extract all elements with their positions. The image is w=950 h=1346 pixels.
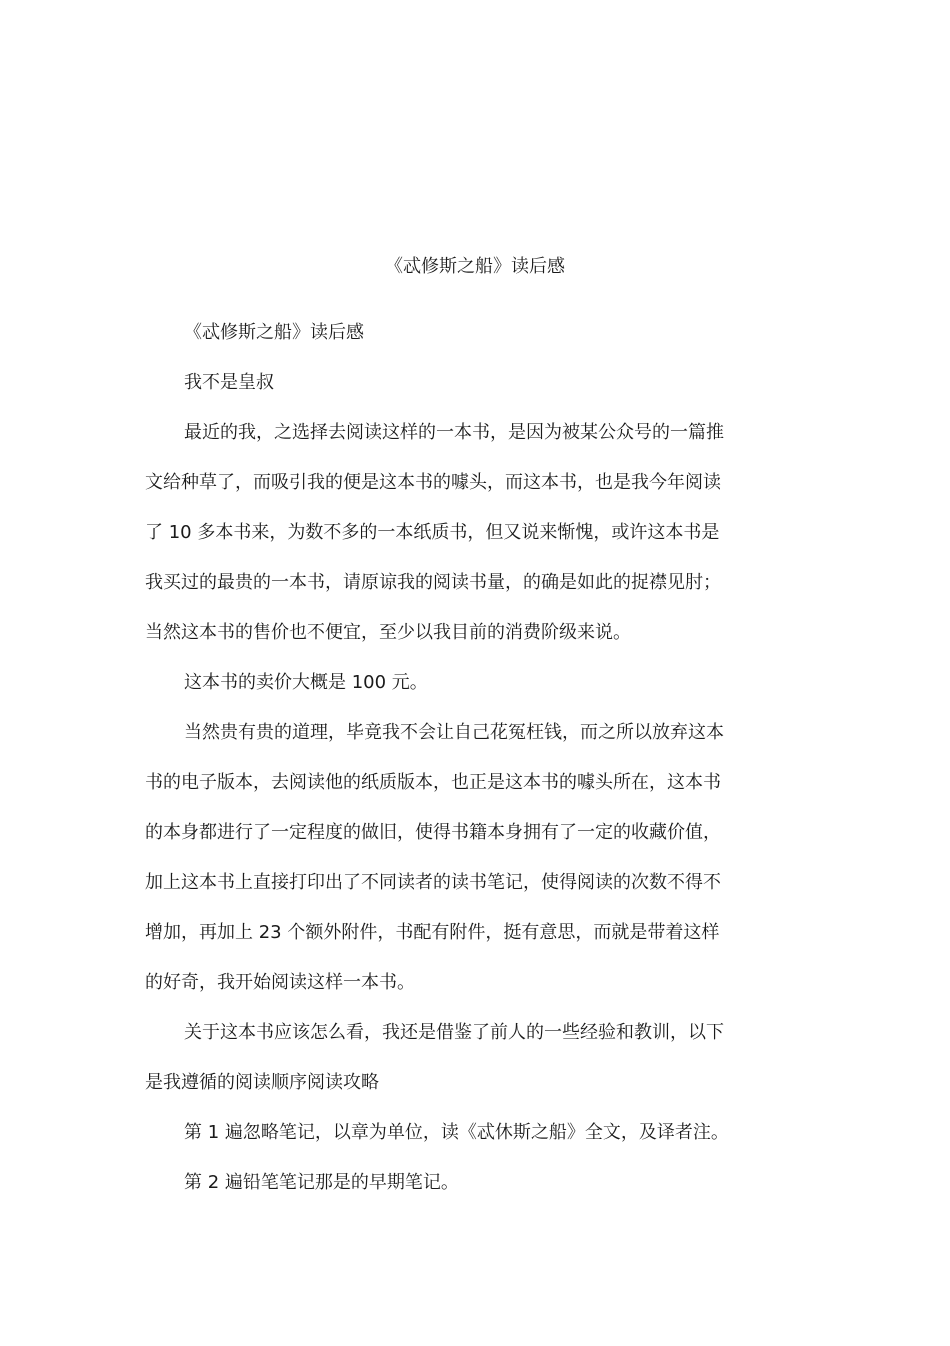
body-line: 这本书的卖价大概是 100 元。 <box>184 672 428 693</box>
body-line: 的本身都进行了一定程度的做旧，使得书籍本身拥有了一定的收藏价值， <box>145 822 721 843</box>
body-line: 第 1 遍忽略笔记，以章为单位，读《忒休斯之船》全文，及译者注。 <box>184 1122 729 1143</box>
body-line: 了 10 多本书来，为数不多的一本纸质书，但又说来惭愧，或许这本书是 <box>145 522 720 543</box>
body-line: 的好奇，我开始阅读这样一本书。 <box>145 972 415 993</box>
body-line: 加上这本书上直接打印出了不同读者的读书笔记，使得阅读的次数不得不 <box>145 872 721 893</box>
body-line: 文给种草了，而吸引我的便是这本书的噱头，而这本书，也是我今年阅读 <box>145 472 721 493</box>
body-line: 书的电子版本，去阅读他的纸质版本，也正是这本书的噱头所在，这本书 <box>145 772 721 793</box>
body-line: 当然这本书的售价也不便宜，至少以我目前的消费阶级来说。 <box>145 622 631 643</box>
body-line: 增加，再加上 23 个额外附件，书配有附件，挺有意思，而就是带着这样 <box>145 922 720 943</box>
subtitle-line: 《忒修斯之船》读后感 <box>184 322 364 343</box>
body-line: 最近的我，之选择去阅读这样的一本书，是因为被某公众号的一篇推 <box>184 422 724 443</box>
body-line: 我买过的最贵的一本书，请原谅我的阅读书量，的确是如此的捉襟见肘； <box>145 572 721 593</box>
author-line: 我不是皇叔 <box>184 372 274 393</box>
body-line: 第 2 遍铅笔笔记那是的早期笔记。 <box>184 1172 459 1193</box>
body-line: 关于这本书应该怎么看，我还是借鉴了前人的一些经验和教训，以下 <box>184 1022 724 1043</box>
page-title: 《忒修斯之船》读后感 <box>385 256 565 277</box>
body-line: 是我遵循的阅读顺序阅读攻略 <box>145 1072 379 1093</box>
body-line: 当然贵有贵的道理，毕竟我不会让自己花冤枉钱，而之所以放弃这本 <box>184 722 724 743</box>
